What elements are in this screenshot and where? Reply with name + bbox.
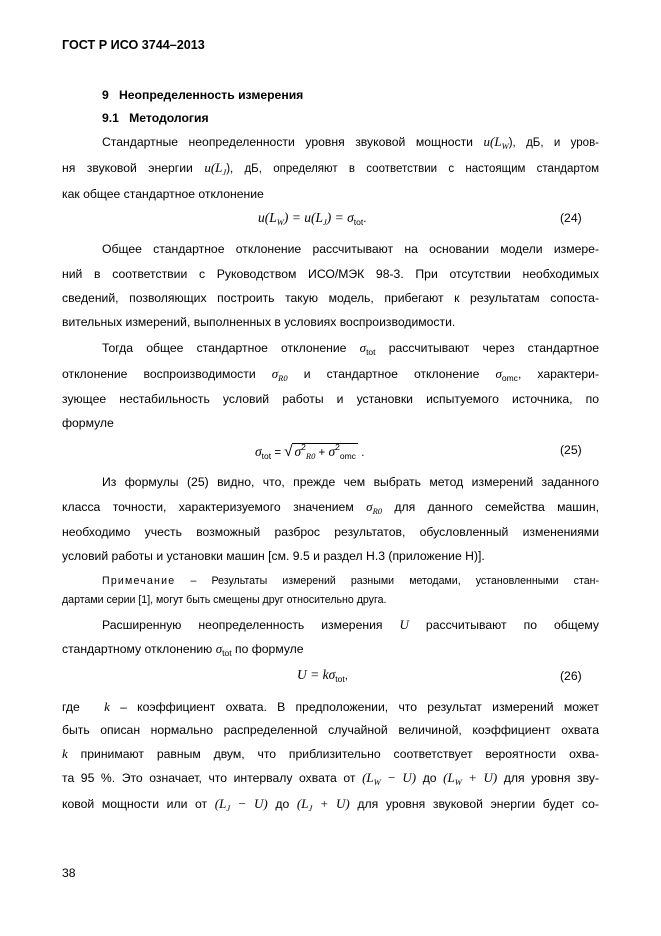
interval-upper-w: $(L_W + U)$ bbox=[443, 770, 498, 787]
sigma-r0-symbol-2: $\sigma_{R0}$ bbox=[366, 499, 383, 516]
interval-lower-j: $(L_J - U)$ bbox=[214, 796, 268, 813]
k-symbol-2: k bbox=[62, 746, 68, 761]
subsection-heading bbox=[102, 111, 209, 125]
note-line-2: дартами серии [1], могут быть смещены друг относительно друга. bbox=[62, 594, 387, 606]
note-line-1: Примечание – Результаты измерений разными методами, установленными стан- bbox=[102, 575, 599, 587]
subsection-number: 9.1 bbox=[102, 111, 119, 125]
p2-line-4: вительных измерений, выполненных в условиях воспроизводимости. bbox=[62, 315, 456, 329]
p6-line-1: где k – коэффициент охвата. В предположении, что результат измерений может bbox=[62, 699, 600, 714]
k-symbol: k bbox=[104, 699, 110, 714]
document-header: ГОСТ Р ИСО 3744–2013 bbox=[62, 38, 205, 52]
p6-line-5: ковой мощности или от $(L_J - U)$ до $(L_J + U)$ для уровня звуковой энергии будет со- bbox=[62, 796, 599, 813]
p6-line-3: k принимают равным двум, что приблизительно соответствует вероятности охва- bbox=[62, 746, 599, 761]
equation-25: $\sigma_{tot}$ = √ $\sigma^2_{R0} + \sigma^2_{omc}$ . bbox=[255, 442, 365, 461]
p4-line-3: необходимо учесть возможный разброс результатов, обусловленный изменениями bbox=[62, 525, 599, 539]
u-lj-symbol: $u(L_J)$, дБ, определяют в соответствии с настоящим стандартом bbox=[204, 160, 599, 177]
u-lw-symbol: $u(L_W)$, дБ, и уров- bbox=[483, 134, 600, 151]
p1-line-3: как общее стандартное отклонение bbox=[62, 187, 264, 201]
section-heading bbox=[102, 88, 303, 102]
p4-line-2: класса точности, характеризуемого значением $\sigma_{R0}$ для данного семейства машин, bbox=[62, 499, 600, 516]
p2-line-1: Общее стандартное отклонение рассчитывают на основании модели измере- bbox=[102, 242, 599, 256]
p3-line-1: Тогда общее стандартное отклонение $\sigma_{tot}$ рассчитывают через стандартное bbox=[102, 340, 599, 357]
subsection-title: Методология bbox=[129, 111, 209, 125]
equation-26-number: (26) bbox=[560, 669, 582, 683]
section-title: Неопределенность измерения bbox=[118, 88, 304, 102]
equation-24: $u(L_W) = u(L_J) = \sigma_{tot}$. bbox=[258, 210, 367, 227]
sigma-omc-symbol: $\sigma_{omc}$ bbox=[495, 366, 518, 383]
note-label: Примечание bbox=[102, 575, 176, 587]
u-expanded-symbol: U bbox=[399, 617, 409, 632]
equation-24-number: (24) bbox=[560, 211, 582, 225]
p2-line-3: сведений, позволяющих построить такую модель, прибегают к результатам сопоста- bbox=[62, 291, 599, 305]
page-number: 38 bbox=[62, 866, 76, 880]
p2-line-2: ний в соответствии с Руководством ИСО/МЭК 98-3. При отсутствии необходимых bbox=[62, 267, 599, 281]
equation-25-number: (25) bbox=[560, 443, 582, 457]
p4-line-1: Из формулы (25) видно, что, прежде чем выбрать метод измерений заданного bbox=[102, 475, 599, 489]
p3-line-3: зующее нестабильность условий работы и установки испытуемого источника, по bbox=[62, 392, 599, 406]
sigma-r0-symbol: $\sigma_{R0}$ bbox=[271, 366, 288, 383]
sigma-tot-symbol-2: $\sigma_{tot}$ bbox=[215, 641, 232, 658]
p3-line-2: отклонение воспроизводимости $\sigma_{R0}$ и стандартное отклонение $\sigma_{omc}$, характери- bbox=[62, 366, 600, 383]
equation-26: $U = k\sigma_{tot}$, bbox=[297, 667, 348, 684]
p5-line-2: стандартному отклонению $\sigma_{tot}$ по формуле bbox=[62, 641, 304, 658]
sigma-tot-symbol: $\sigma_{tot}$ bbox=[359, 340, 376, 357]
sqrt-radicand: $\sigma^2_{R0} + \sigma^2_{omc}$ bbox=[294, 442, 356, 461]
section-number: 9 bbox=[102, 88, 109, 102]
interval-lower-w: $(L_W - U)$ bbox=[362, 770, 417, 787]
p3-line-4: формуле bbox=[62, 416, 114, 430]
p6-line-2: быть описан нормально распределенной случайной величиной, коэффициент охвата bbox=[62, 723, 599, 737]
p1-line-2: ня звуковой энергии $u(L_J)$, дБ, определяют в соответствии с настоящим стандартом bbox=[62, 160, 599, 177]
interval-upper-j: $(L_J + U)$ bbox=[296, 796, 350, 813]
p4-line-4: условий работы и установки машин [см. 9.5 и раздел Н.3 (приложение Н)]. bbox=[62, 549, 485, 563]
p6-line-4: та 95 %. Это означает, что интервалу охвата от $(L_W - U)$ до $(L_W + U)$ для уровня зву- bbox=[62, 770, 599, 787]
p5-line-1: Расширенную неопределенность измерения U рассчитывают по общему bbox=[102, 617, 600, 632]
p1-line-1: Стандартные неопределенности уровня звуковой мощности $u(L_W)$, дБ, и уров- bbox=[102, 134, 600, 151]
sqrt-sign: √ bbox=[284, 443, 293, 460]
